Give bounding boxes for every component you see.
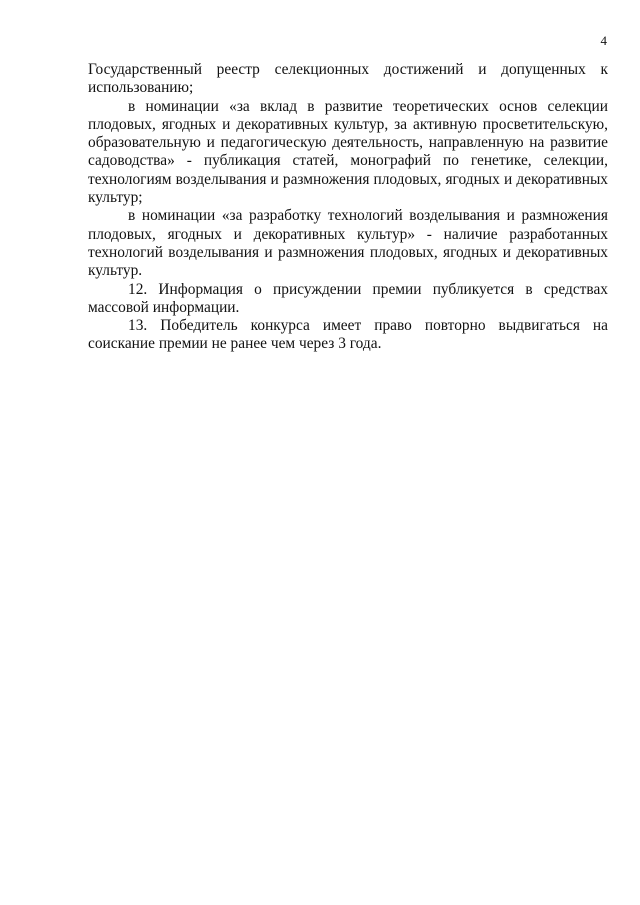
document-body	[88, 61, 608, 354]
paragraph-nomination-technology: в номинации «за разработку технологий возделывания и размножения плодовых, ягодных и декоративных культур» - наличие разработанных технологий возделывания и размножения плодовых, ягодных и декоративных культур.	[88, 207, 608, 280]
paragraph-nomination-theory: в номинации «за вклад в развитие теоретических основ селекции плодовых, ягодных и декоративных культур, за активную просветительскую, образовательную и педагогическую деятельность, направленную на развитие садоводства» - публикация статей, монографий по генетике, селекции, технологиям возделывания и размножения плодовых, ягодных и декоративных культур;	[88, 97, 608, 207]
paragraph-registry-continuation: Государственный реестр селекционных достижений и допущенных к использованию;	[88, 61, 608, 97]
paragraph-item-12: 12. Информация о присуждении премии публикуется в средствах массовой информации.	[88, 280, 608, 316]
page-number: 4	[600, 33, 607, 48]
paragraph-item-13: 13. Победитель конкурса имеет право повторно выдвигаться на соискание премии не ранее чем через 3 года.	[88, 317, 608, 353]
